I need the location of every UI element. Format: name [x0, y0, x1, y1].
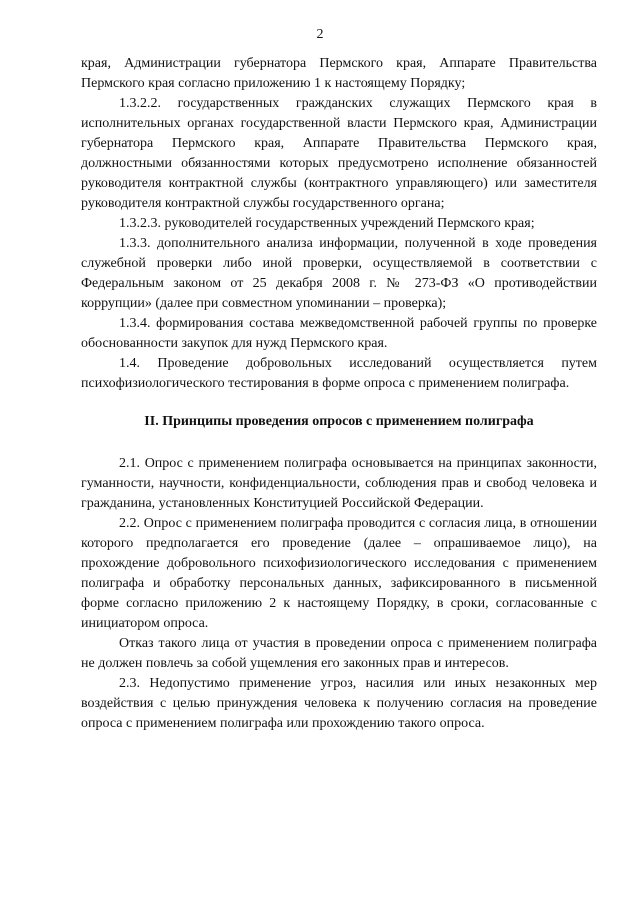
- section-heading: II. Принципы проведения опросов с применением полиграфа: [144, 414, 534, 429]
- page-number: 2: [316, 27, 324, 42]
- paragraph-1-3-4: 1.3.4. формирования состава межведомственной рабочей группы по проверке обоснованности закупок для нужд Пермского края.: [81, 316, 597, 351]
- paragraph-continuation: края, Администрации губернатора Пермского края, Аппарате Правительства Пермского края согласно приложению 1 к настоящему Порядку;: [81, 56, 597, 91]
- paragraph-2-1: 2.1. Опрос с применением полиграфа основывается на принципах законности, гуманности, научности, конфиденциальности, соблюдения прав и свобод человека и гражданина, установленных Конституцией Российской Федерации.: [81, 456, 597, 511]
- paragraph-2-3: 2.3. Недопустимо применение угроз, насилия или иных незаконных мер воздействия с целью принуждения человека к получению согласия на проведение опроса с применением полиграфа или прохождению такого опроса.: [81, 676, 597, 731]
- paragraph-1-3-3: 1.3.3. дополнительного анализа информации, полученной в ходе проведения служебной проверки либо иной проверки, осуществляемой в соответствии с Федеральным законом от 25 декабря 2008 г. № 273-ФЗ «О противодействии коррупции» (далее при совместном упоминании – проверка);: [81, 236, 597, 311]
- paragraph-refusal: Отказ такого лица от участия в проведении опроса с применением полиграфа не должен повлечь за собой ущемления его законных прав и интересов.: [81, 636, 597, 671]
- paragraph-2-2: 2.2. Опрос с применением полиграфа проводится с согласия лица, в отношении которого предполагается его проведение (далее – опрашиваемое лицо), на прохождение добровольного психофизиологического исследования с применением полиграфа и обработку персональных данных, зафиксированного в письменной форме согласно приложению 2 к настоящему Порядку, в сроки, согласованные с инициатором опроса.: [81, 516, 597, 631]
- paragraph-1-3-2-3: 1.3.2.3. руководителей государственных учреждений Пермского края;: [119, 216, 535, 231]
- paragraph-1-4: 1.4. Проведение добровольных исследований осуществляется путем психофизиологического тестирования в форме опроса с применением полиграфа.: [81, 356, 597, 391]
- document-body: [81, 54, 597, 734]
- paragraph-1-3-2-2: 1.3.2.2. государственных гражданских служащих Пермского края в исполнительных органах государственной власти Пермского края, Администрации губернатора Пермского края, Аппарате Правительства Пермского края, должностными обязанностями которых предусмотрено исполнение обязанностей руководителя контрактной службы (контрактного управляющего) или заместителя руководителя контрактной службы государственного органа;: [81, 96, 597, 211]
